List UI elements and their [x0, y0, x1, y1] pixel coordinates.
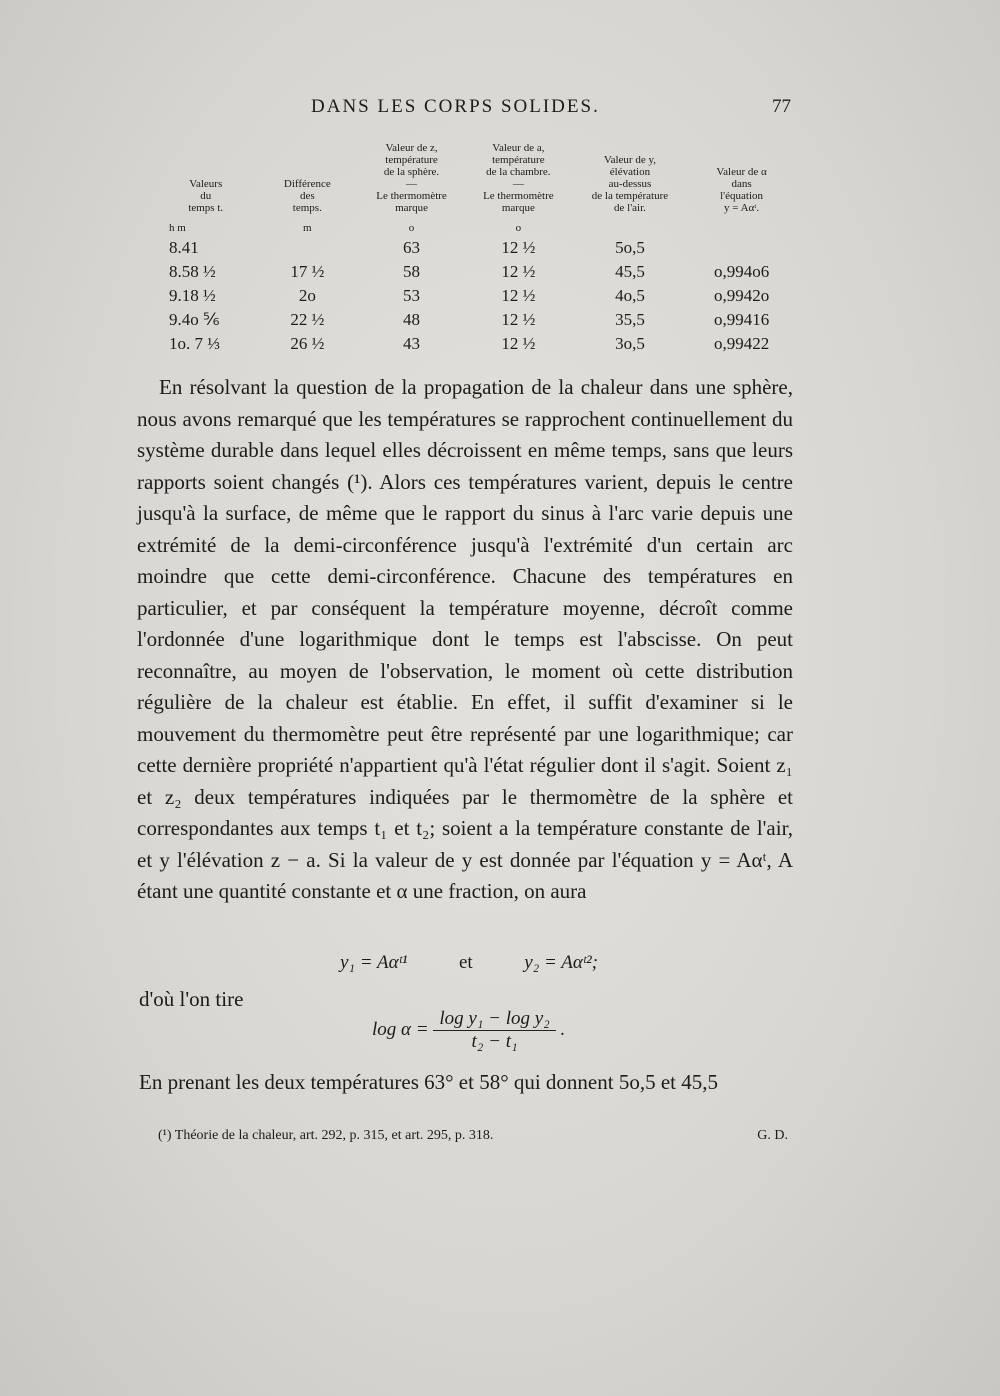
header-cell: Valeur de y, élévation au-dessus de la température de l'air. — [591, 154, 669, 214]
closing-line: En prenant les deux températures 63° et 58° qui donnent 5o,5 et 45,5 — [139, 1070, 718, 1094]
formula-lhs: log α = — [372, 1018, 429, 1040]
table-cell: 53 — [403, 286, 421, 305]
table-row — [155, 284, 795, 308]
running-title: DANS LES CORPS SOLIDES. — [311, 96, 600, 117]
formula-period: . — [560, 1018, 566, 1040]
table-cell: 43 — [403, 334, 421, 353]
body-text — [137, 372, 793, 908]
table-cell — [688, 236, 795, 260]
table-cell: 1o. 7 ⅓ — [169, 334, 220, 353]
table-cell: 48 — [403, 310, 421, 329]
formula-denominator: t₂ − t₁ — [471, 1031, 518, 1052]
table-row — [155, 260, 795, 284]
main-paragraph: En résolvant la question de la propagation de la chaleur dans une sphère, nous avons remarqué que les températures se rapprochent continuellement du système durable dans lequel elles décroissent en même temps, sans que leurs rapports soient changés (¹). Alors ces températures varient, depuis le centre jusqu'à la surface, de même que le rapport du sinus à l'arc varie depuis une extrémité de la demi-circonférence jusqu'à l'extrémité d'un certain arc moindre que cette demi-circonférence. Chacune des températures en particulier, et par conséquent la température moyenne, décroît comme l'ordonnée d'une logarithmique dont le temps est l'abscisse. On peut reconnaître, au moyen de l'observation, le moment où cette distribution régulière de la chaleur est établie. En effet, il suffit d'examiner si le mouvement du thermomètre peut être représenté par une logarithmique; car cette dernière propriété n'appartient qu'à l'état régulier dont il s'agit. Soient z₁ et z₂ deux températures indiquées par le thermomètre de la sphère et correspondantes aux temps t₁ et t₂; soient a la température constante de l'air, et y l'élévation z − a. Si la valeur de y est donnée par l'équation y = Aαᵗ, A étant une quantité constante et α une fraction, on aura — [137, 375, 793, 903]
table-cell: 58 — [403, 262, 421, 281]
formula-y1: y₁ = Aαᵗ¹ — [340, 952, 408, 973]
header-cell: Valeur de z, température de la sphère. — Le thermomètre marque — [376, 142, 447, 214]
page-number: 77 — [772, 96, 791, 117]
table-cell: o,994o6 — [713, 262, 770, 281]
table-cell: 8.58 ½ — [169, 262, 216, 281]
table-cell: 45,5 — [615, 262, 645, 281]
units-row — [155, 220, 795, 236]
formula-log-alpha — [372, 1008, 565, 1053]
header-cell: Valeur de a, température de la chambre. — Le thermomètre marque — [483, 142, 554, 214]
formula-numerator: log y₁ − log y₂ — [433, 1008, 555, 1031]
table-cell: 26 ½ — [290, 334, 325, 353]
table-cell: 3o,5 — [615, 334, 645, 353]
table-cell: 22 ½ — [290, 310, 325, 329]
formula-fraction — [433, 1008, 555, 1053]
text-dou-lon-tire: d'où l'on tire — [139, 987, 244, 1011]
unit-cell: h m — [169, 222, 186, 234]
table-cell: o,99422 — [713, 334, 770, 353]
running-head — [311, 96, 791, 120]
formula-y1-y2 — [340, 952, 598, 974]
header-cell: Différence des temps. — [283, 178, 331, 214]
header-cell: Valeurs du temps t. — [188, 178, 224, 214]
table-row — [155, 308, 795, 332]
table-cell: 35,5 — [615, 310, 645, 329]
table-cell: 2o — [298, 286, 316, 305]
unit-cell: o — [515, 222, 522, 234]
table-cell: 12 ½ — [501, 238, 536, 257]
table-cell: 5o,5 — [615, 238, 645, 257]
unit-cell — [572, 220, 688, 236]
table-cell: 12 ½ — [501, 286, 536, 305]
table-cell: 9.4o ⅚ — [169, 310, 220, 329]
table-cell: 12 ½ — [501, 310, 536, 329]
table-cell: 17 ½ — [290, 262, 325, 281]
table-cell: 12 ½ — [501, 334, 536, 353]
formula-et: et — [458, 952, 473, 973]
table-row — [155, 236, 795, 260]
header-cell: Valeur de α dans l'équation y = Aαᵗ. — [716, 166, 767, 214]
table-cell: 9.18 ½ — [169, 286, 216, 305]
temperature-table — [155, 142, 795, 356]
table-cell: 12 ½ — [501, 262, 536, 281]
table-cell: o,99416 — [713, 310, 770, 329]
unit-cell: o — [408, 222, 415, 234]
footnote-signature: G. D. — [757, 1128, 788, 1143]
footnote-text: (¹) Théorie de la chaleur, art. 292, p. 315, et art. 295, p. 318. — [158, 1128, 494, 1143]
table-cell: 8.41 — [169, 238, 199, 257]
formula-y2: y₂ = Aαᵗ²; — [524, 952, 599, 973]
unit-cell — [688, 220, 795, 236]
table-header-row — [155, 142, 795, 220]
table-cell — [256, 236, 358, 260]
table-cell: o,9942o — [713, 286, 770, 305]
footnote — [158, 1128, 798, 1144]
table-cell: 63 — [403, 238, 421, 257]
table-cell: 4o,5 — [615, 286, 645, 305]
table-row — [155, 332, 795, 356]
unit-cell: m — [303, 222, 312, 234]
